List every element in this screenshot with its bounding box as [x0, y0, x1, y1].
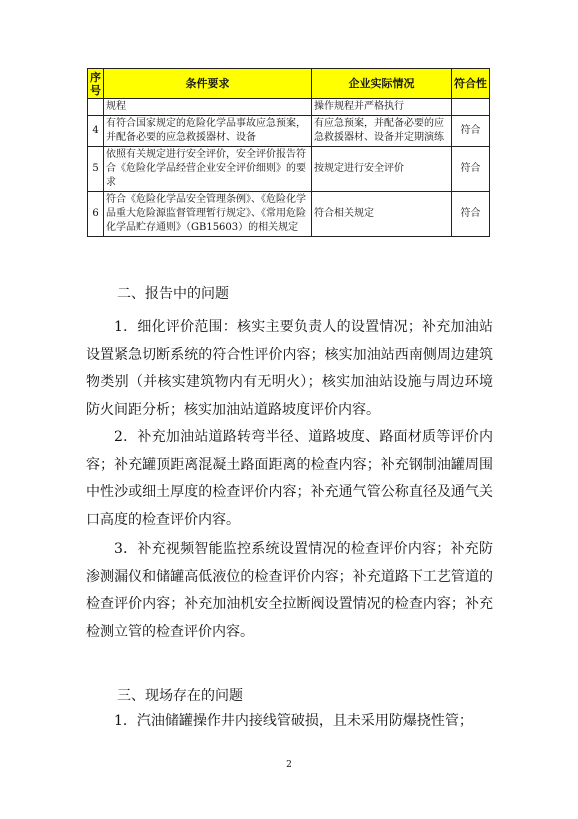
header-result: 符合性 — [452, 69, 490, 99]
row-actual: 符合相关规定 — [312, 192, 452, 237]
row-requirement: 规程 — [104, 99, 312, 116]
row-result: 符合 — [452, 192, 490, 237]
table-row — [88, 99, 490, 116]
section3-title: 三、现场存在的问题 — [117, 688, 243, 704]
section2-title: 二、报告中的问题 — [117, 286, 229, 302]
requirements-table — [87, 68, 490, 237]
page-number: 2 — [286, 760, 292, 770]
header-actual: 企业实际情况 — [312, 69, 452, 99]
section2-paragraph-2: 2．补充加油站道路转弯半径、道路坡度、路面材质等评价内容；补充罐顶距离混凝土路面距离的检查内容；补充钢制油罐周围中性沙或细土厚度的检查评价内容；补充通气管公称直径及通气关口高度的检查评价内容。 — [86, 429, 493, 528]
table-row — [88, 116, 490, 147]
row-actual: 有应急预案，并配备必要的应急救援器材、设备并定期演练 — [312, 116, 452, 147]
row-requirement: 依照有关规定进行安全评价，安全评价报告符合《危险化学品经营企业安全评价细则》的要求 — [104, 147, 312, 192]
row-actual: 按规定进行安全评价 — [312, 147, 452, 192]
section2-paragraph-1: 1．细化评价范围：核实主要负责人的设置情况；补充加油站设置紧急切断系统的符合性评价内容；核实加油站西南侧周边建筑物类别（并核实建筑物内有无明火）；核实加油站设施与周边环境防火间距分析；核实加油站道路坡度评价内容。 — [86, 319, 493, 418]
row-requirement: 有符合国家规定的危险化学品事故应急预案，并配备必要的应急救援器材、设备 — [104, 116, 312, 147]
row-num: 5 — [88, 147, 104, 192]
row-result: 符合 — [452, 116, 490, 147]
row-requirement: 符合《危险化学品安全管理条例》、《危险化学品重大危险源监督管理暂行规定》、《常用危险化学品贮存通则》（GB15603）的相关规定 — [104, 192, 312, 237]
table-header-row — [88, 69, 490, 99]
section2-paragraph-3: 3．补充视频智能监控系统设置情况的检查评价内容；补充防渗测漏仪和储罐高低液位的检查评价内容；补充道路下工艺管道的检查评价内容；补充加油机安全拉断阀设置情况的检查内容；补充检测立管的检查评价内容。 — [86, 541, 493, 640]
row-num — [88, 99, 104, 116]
header-num: 序号 — [88, 69, 104, 99]
table-row — [88, 147, 490, 192]
row-result: 符合 — [452, 147, 490, 192]
header-requirement: 条件要求 — [104, 69, 312, 99]
table-row — [88, 192, 490, 237]
row-num: 4 — [88, 116, 104, 147]
row-result — [452, 99, 490, 116]
row-actual: 操作规程并严格执行 — [312, 99, 452, 116]
section3-paragraph-1: 1．汽油储罐操作井内接线管破损，且未采用防爆挠性管； — [114, 713, 473, 729]
row-num: 6 — [88, 192, 104, 237]
